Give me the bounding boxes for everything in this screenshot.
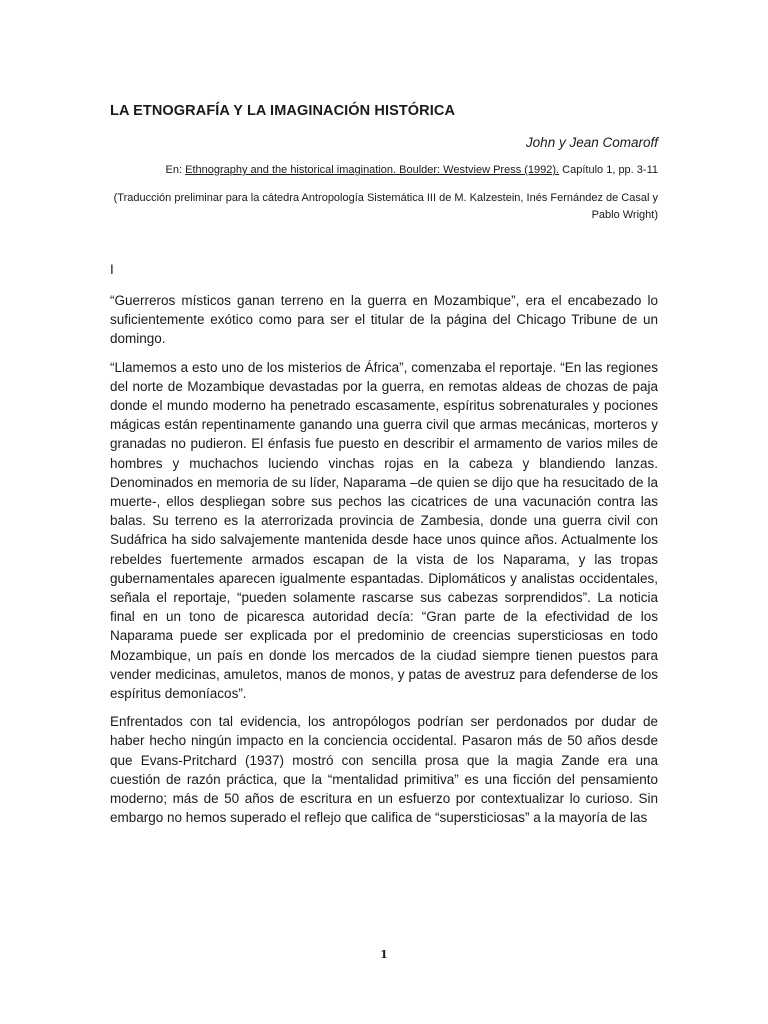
document-author: John y Jean Comaroff <box>525 135 658 150</box>
source-citation <box>166 164 658 176</box>
paragraph-2: “Llamemos a esto uno de los misterios de África”, comenzaba el reportaje. “En las regiones del norte de Mozambique devastadas por la guerra, en remotas aldeas de chozas de paja donde el mundo moderno ha penetrado escasamente, espíritus sobrenaturales y pociones mágicas están repentinamente ganando una guerra civil que armas mecánicas, morteros y granadas no pudieron. El énfasis fue puesto en describir el armamento de varios miles de hombres y muchachos luciendo vinchas rojas en la cabeza y blandiendo lanzas. Denominados en memoria de su líder, Naparama –de quien se dijo que ha resucitado de la muerte-, ellos despliegan sobre sus pechos las cicatrices de una vacunación contra las balas. Su terreno es la aterrorizada provincia de Zambesia, donde una guerra civil con Sudáfrica ha sido salvajemente mantenida desde hace unos quince años. Actualmente los rebeldes fuertemente armados escapan de la vista de los Naparama, y las tropas gubernamentales aparecen igualmente espantadas. Diplomáticos y analistas occidentales, señala el reportaje, “pueden solamente rascarse sus cabezas sorprendidos”. La noticia final en un tono de picaresca autoridad decía: “Gran parte de la efectividad de los Naparama puede ser explicada por el predominio de creencias supersticiosas en todo Mozambique, un país en donde los mercados de la ciudad siempre tienen puestos para vender medicinas, amuletos, manos de monos, y patas de avestruz para defenderse de los espíritus demoníacos”. <box>110 359 658 702</box>
source-prefix: En: <box>165 164 186 176</box>
section-number: I <box>110 262 114 277</box>
source-title: Ethnography and the historical imagination. Boulder: Westview Press (1992). <box>185 164 560 176</box>
page-number: 1 <box>380 948 388 961</box>
source-chapter: Capítulo 1, pp. 3-11 <box>559 164 658 176</box>
paragraph-3: Enfrentados con tal evidencia, los antropólogos podrían ser perdonados por dudar de haber hecho ningún impacto en la conciencia occidental. Pasaron más de 50 años desde que Evans-Pritchard (1937) mostró con sencilla prosa que la magia Zande era una cuestión de razón práctica, que la “mentalidad primitiva” es una ficción del pensamiento moderno; más de 50 años de escritura en un esfuerzo por contextualizar lo curioso. Sin embargo no hemos superado el reflejo que califica de “supersticiosas” a la mayoría de las <box>110 714 658 826</box>
body-text <box>110 291 658 836</box>
document-title: LA ETNOGRAFÍA Y LA IMAGINACIÓN HISTÓRICA <box>110 103 456 119</box>
translation-note: (Traducción preliminar para la cátedra Antropología Sistemática III de M. Kalzestein, Inés Fernández de Casal y Pablo Wright) <box>113 192 658 221</box>
paragraph-1: “Guerreros místicos ganan terreno en la guerra en Mozambique”, era el encabezado lo suficientemente exótico como para ser el titular de la página del Chicago Tribune de un domingo. <box>110 293 658 347</box>
